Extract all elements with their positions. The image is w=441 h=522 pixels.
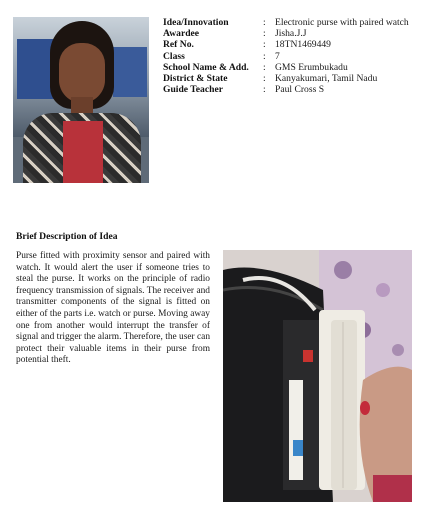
detail-row-guide-teacher xyxy=(163,84,433,95)
detail-label: School Name & Add. xyxy=(163,61,249,73)
purse-photo xyxy=(223,250,412,502)
detail-row-class xyxy=(163,51,433,62)
brief-description-heading: Brief Description of Idea xyxy=(16,231,118,242)
detail-value: Paul Cross S xyxy=(275,84,325,96)
detail-value: Electronic purse with paired watch xyxy=(275,17,409,28)
awardee-photo xyxy=(13,17,149,183)
detail-value: Jisha.J.J xyxy=(275,28,307,40)
detail-row-awardee xyxy=(163,28,433,39)
detail-separator: : xyxy=(263,39,266,51)
detail-separator: : xyxy=(263,17,266,28)
detail-label: Ref No. xyxy=(163,39,194,51)
detail-value: Kanyakumari, Tamil Nadu xyxy=(275,73,378,85)
purse-illustration xyxy=(223,250,412,502)
detail-row-idea xyxy=(163,17,433,28)
detail-row-ref-no xyxy=(163,39,433,50)
brief-description-text: Purse fitted with proximity sensor and paired with watch. It would alert the user if someone tries to steal the purse. It works on the principle of radio frequency transmission of signals. The receiver and transmitter components of the signal is fitted on either of the parts i.e. watch or purse. Moving away one from another would interrupt the transfer of signal and trigger the alarm. Therefore, the user can protect their valuable items in their purse from potential theft. xyxy=(16,251,211,366)
detail-value: 7 xyxy=(275,50,280,62)
detail-separator: : xyxy=(263,73,266,85)
detail-separator: : xyxy=(263,28,266,40)
detail-label: District & State xyxy=(163,73,228,85)
detail-label: Awardee xyxy=(163,28,200,40)
detail-separator: : xyxy=(263,84,266,96)
detail-value: GMS Erumbukadu xyxy=(275,61,348,73)
detail-label: Class xyxy=(163,50,185,62)
detail-row-school xyxy=(163,62,433,73)
detail-value: 18TN1469449 xyxy=(275,39,331,51)
awardee-details xyxy=(163,17,433,95)
detail-separator: : xyxy=(263,50,266,62)
detail-label: Idea/Innovation xyxy=(163,17,229,28)
detail-separator: : xyxy=(263,61,266,73)
detail-label: Guide Teacher xyxy=(163,84,223,96)
detail-row-district xyxy=(163,73,433,84)
